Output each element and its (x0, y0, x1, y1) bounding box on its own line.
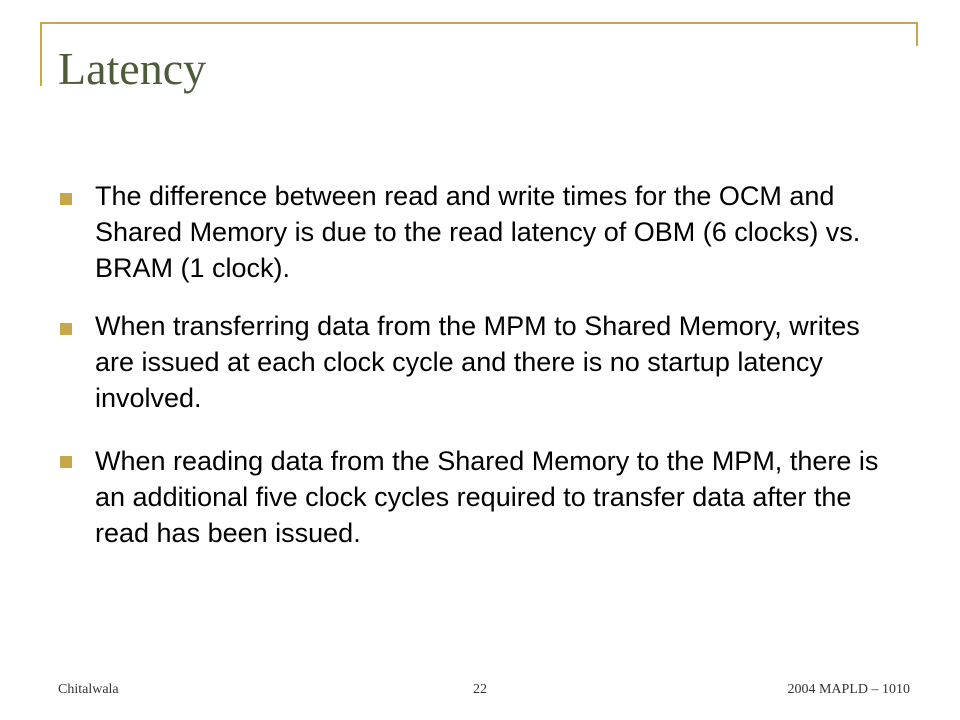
footer-author: Chitalwala (58, 682, 119, 697)
bullet-item: When transferring data from the MPM to Shared Memory, writes are issued at each clock cycle and there is no startup latency involved. (95, 311, 860, 413)
bullet-item: When reading data from the Shared Memory to the MPM, there is an additional five clock cycles required to transfer data after the read has been issued. (95, 446, 879, 548)
slide-title: Latency (58, 43, 207, 94)
footer-event: 2004 MAPLD – 1010 (787, 682, 910, 697)
footer-page-number: 22 (473, 682, 487, 697)
bullet-square-icon (60, 323, 72, 335)
bullet-square-icon (60, 456, 72, 468)
bullet-item: The difference between read and write times for the OCM and Shared Memory is due to the read latency of OBM (6 clocks) vs. BRAM (1 clock). (95, 181, 861, 283)
bullet-square-icon (60, 193, 72, 205)
